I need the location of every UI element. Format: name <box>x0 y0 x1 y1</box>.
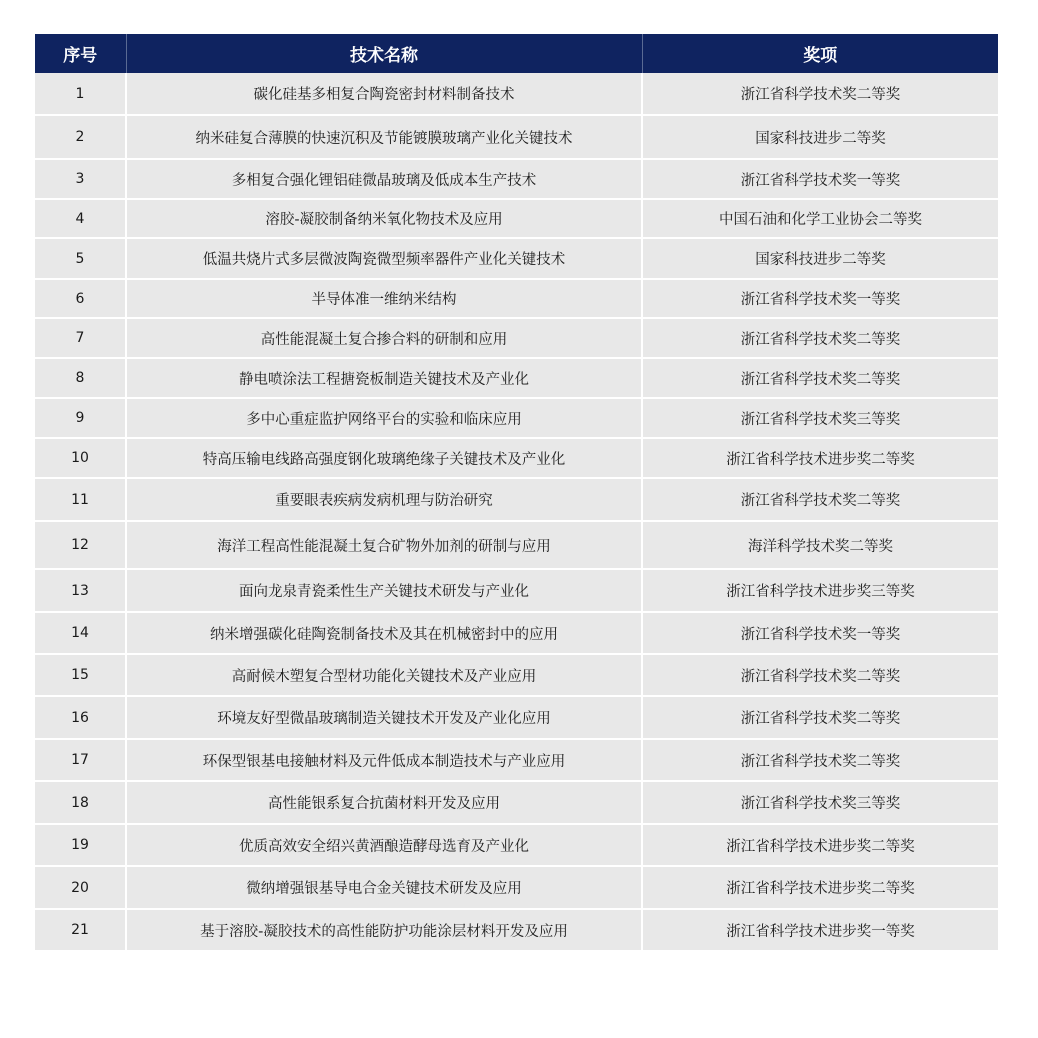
cell-serial-number: 7 <box>35 318 126 358</box>
cell-award: 浙江省科学技术奖二等奖 <box>642 478 998 521</box>
table-row <box>35 159 998 199</box>
table-row <box>35 739 998 781</box>
table-row <box>35 279 998 318</box>
cell-serial-number: 16 <box>35 696 126 739</box>
table-row <box>35 696 998 739</box>
cell-serial-number: 8 <box>35 358 126 398</box>
awards-table-container <box>35 34 998 952</box>
cell-serial-number: 14 <box>35 612 126 654</box>
table-row <box>35 866 998 909</box>
table-row <box>35 398 998 438</box>
table-header <box>35 34 998 73</box>
cell-award: 浙江省科学技术奖二等奖 <box>642 654 998 696</box>
cell-award: 浙江省科学技术奖一等奖 <box>642 612 998 654</box>
cell-award: 浙江省科学技术奖三等奖 <box>642 398 998 438</box>
cell-technology-name: 面向龙泉青瓷柔性生产关键技术研发与产业化 <box>126 569 642 612</box>
cell-award: 浙江省科学技术奖二等奖 <box>642 318 998 358</box>
cell-award: 浙江省科学技术奖二等奖 <box>642 739 998 781</box>
cell-serial-number: 6 <box>35 279 126 318</box>
cell-serial-number: 11 <box>35 478 126 521</box>
table-row <box>35 781 998 824</box>
cell-technology-name: 碳化硅基多相复合陶瓷密封材料制备技术 <box>126 73 642 115</box>
cell-award: 中国石油和化学工业协会二等奖 <box>642 199 998 238</box>
cell-technology-name: 环境友好型微晶玻璃制造关键技术开发及产业化应用 <box>126 696 642 739</box>
table-row <box>35 73 998 115</box>
cell-serial-number: 21 <box>35 909 126 951</box>
cell-serial-number: 9 <box>35 398 126 438</box>
cell-technology-name: 微纳增强银基导电合金关键技术研发及应用 <box>126 866 642 909</box>
table-row <box>35 478 998 521</box>
cell-technology-name: 重要眼表疾病发病机理与防治研究 <box>126 478 642 521</box>
cell-technology-name: 低温共烧片式多层微波陶瓷微型频率器件产业化关键技术 <box>126 238 642 279</box>
cell-award: 浙江省科学技术进步奖二等奖 <box>642 866 998 909</box>
cell-award: 浙江省科学技术奖一等奖 <box>642 159 998 199</box>
cell-award: 浙江省科学技术奖三等奖 <box>642 781 998 824</box>
cell-award: 浙江省科学技术进步奖一等奖 <box>642 909 998 951</box>
header-award: 奖项 <box>642 34 998 73</box>
cell-serial-number: 3 <box>35 159 126 199</box>
table-row <box>35 318 998 358</box>
table-body <box>35 73 998 951</box>
cell-technology-name: 溶胶-凝胶制备纳米氧化物技术及应用 <box>126 199 642 238</box>
cell-technology-name: 高性能银系复合抗菌材料开发及应用 <box>126 781 642 824</box>
cell-award: 浙江省科学技术奖二等奖 <box>642 696 998 739</box>
cell-serial-number: 15 <box>35 654 126 696</box>
cell-serial-number: 20 <box>35 866 126 909</box>
cell-serial-number: 19 <box>35 824 126 866</box>
cell-technology-name: 高耐候木塑复合型材功能化关键技术及产业应用 <box>126 654 642 696</box>
cell-award: 海洋科学技术奖二等奖 <box>642 521 998 569</box>
cell-technology-name: 纳米增强碳化硅陶瓷制备技术及其在机械密封中的应用 <box>126 612 642 654</box>
cell-technology-name: 特高压输电线路高强度钢化玻璃绝缘子关键技术及产业化 <box>126 438 642 478</box>
cell-technology-name: 多中心重症监护网络平台的实验和临床应用 <box>126 398 642 438</box>
header-row <box>35 34 998 73</box>
table-row <box>35 199 998 238</box>
cell-technology-name: 静电喷涂法工程搪瓷板制造关键技术及产业化 <box>126 358 642 398</box>
table-row <box>35 612 998 654</box>
cell-award: 浙江省科学技术进步奖二等奖 <box>642 824 998 866</box>
cell-technology-name: 半导体准一维纳米结构 <box>126 279 642 318</box>
cell-award: 浙江省科学技术奖二等奖 <box>642 73 998 115</box>
cell-technology-name: 多相复合强化锂铝硅微晶玻璃及低成本生产技术 <box>126 159 642 199</box>
cell-technology-name: 海洋工程高性能混凝土复合矿物外加剂的研制与应用 <box>126 521 642 569</box>
table-row <box>35 115 998 159</box>
cell-technology-name: 纳米硅复合薄膜的快速沉积及节能镀膜玻璃产业化关键技术 <box>126 115 642 159</box>
cell-technology-name: 基于溶胶-凝胶技术的高性能防护功能涂层材料开发及应用 <box>126 909 642 951</box>
cell-award: 浙江省科学技术奖二等奖 <box>642 358 998 398</box>
cell-award: 国家科技进步二等奖 <box>642 238 998 279</box>
table-row <box>35 569 998 612</box>
cell-serial-number: 5 <box>35 238 126 279</box>
table-row <box>35 521 998 569</box>
cell-award: 国家科技进步二等奖 <box>642 115 998 159</box>
cell-award: 浙江省科学技术进步奖三等奖 <box>642 569 998 612</box>
table-row <box>35 909 998 951</box>
cell-technology-name: 环保型银基电接触材料及元件低成本制造技术与产业应用 <box>126 739 642 781</box>
cell-serial-number: 1 <box>35 73 126 115</box>
cell-award: 浙江省科学技术奖一等奖 <box>642 279 998 318</box>
awards-table <box>35 34 998 952</box>
cell-serial-number: 12 <box>35 521 126 569</box>
header-serial-number: 序号 <box>35 34 126 73</box>
cell-serial-number: 17 <box>35 739 126 781</box>
cell-award: 浙江省科学技术进步奖二等奖 <box>642 438 998 478</box>
table-row <box>35 438 998 478</box>
table-row <box>35 654 998 696</box>
header-technology-name: 技术名称 <box>126 34 642 73</box>
cell-serial-number: 13 <box>35 569 126 612</box>
cell-serial-number: 2 <box>35 115 126 159</box>
cell-serial-number: 4 <box>35 199 126 238</box>
table-row <box>35 358 998 398</box>
cell-serial-number: 18 <box>35 781 126 824</box>
cell-technology-name: 高性能混凝土复合掺合料的研制和应用 <box>126 318 642 358</box>
cell-technology-name: 优质高效安全绍兴黄酒酿造酵母选育及产业化 <box>126 824 642 866</box>
table-row <box>35 238 998 279</box>
table-row <box>35 824 998 866</box>
cell-serial-number: 10 <box>35 438 126 478</box>
